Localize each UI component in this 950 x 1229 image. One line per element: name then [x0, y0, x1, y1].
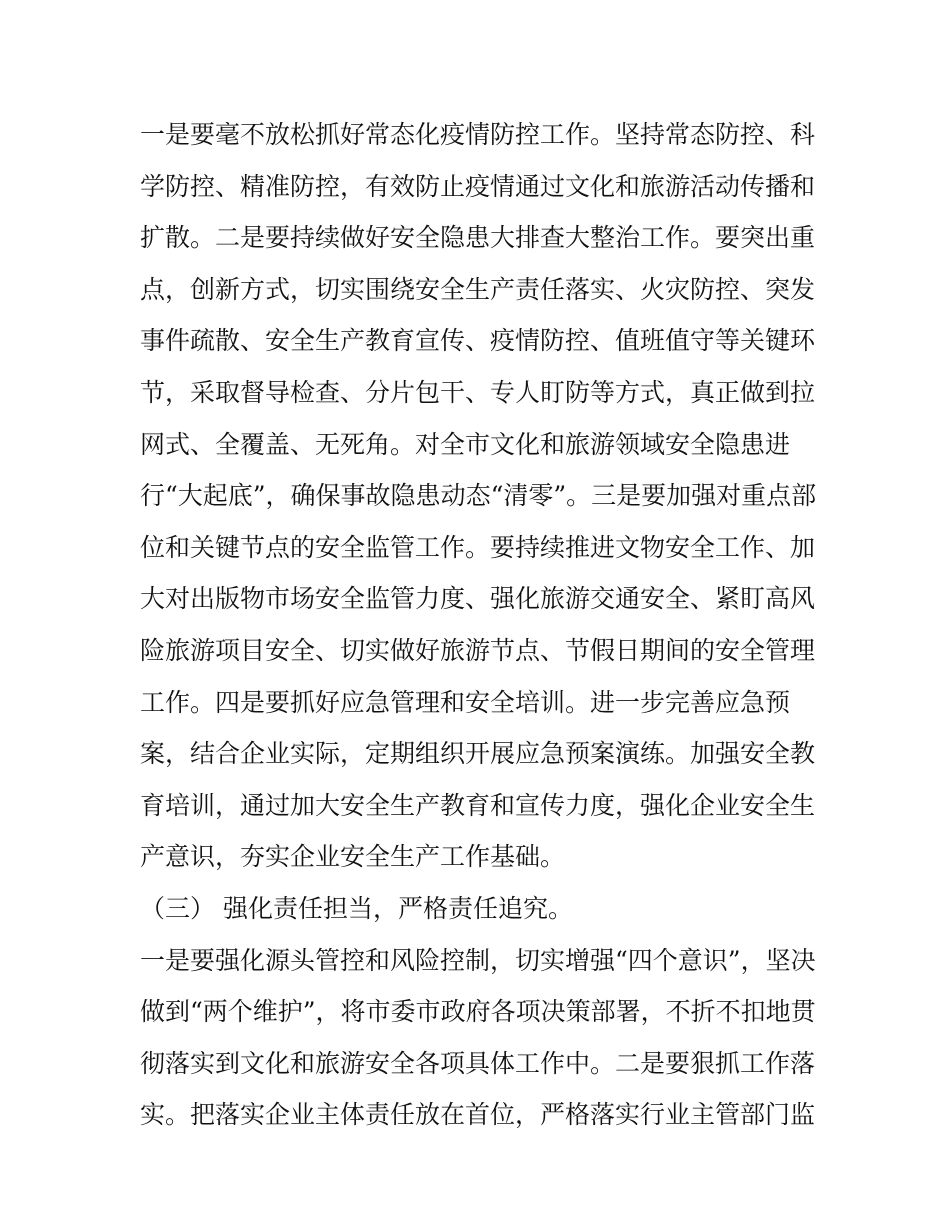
text-line: 学防控、精准防控，有效防止疫情通过文化和旅游活动传播和	[140, 171, 816, 201]
text-line: 节，采取督导检查、分片包干、专人盯防等方式，真正做到拉	[140, 377, 816, 407]
text-line: 大对出版物市场安全监管力度、强化旅游交通安全、紧盯高风	[140, 584, 816, 614]
text-line: 产意识，夯实企业安全生产工作基础。	[140, 842, 566, 872]
text-line: 彻落实到文化和旅游安全各项具体工作中。二是要狠抓工作落	[140, 1048, 816, 1078]
text-line: 实。把落实企业主体责任放在首位，严格落实行业主管部门监	[140, 1100, 816, 1130]
text-line: 一是要强化源头管控和风险控制，切实增强“四个意识”，坚决	[140, 945, 816, 975]
text-line: 事件疏散、安全生产教育宣传、疫情防控、值班值守等关键环	[140, 326, 816, 356]
text-line: 扩散。二是要持续做好安全隐患大排查大整治工作。要突出重	[140, 223, 816, 253]
text-line: 一是要毫不放松抓好常态化疫情防控工作。坚持常态防控、科	[140, 120, 816, 149]
text-line: 位和关键节点的安全监管工作。要持续推进文物安全工作、加	[140, 532, 816, 562]
document-body	[140, 109, 820, 1141]
text-line: 网式、全覆盖、无死角。对全市文化和旅游领域安全隐患进	[140, 429, 791, 459]
section-heading: （三） 强化责任担当，严格责任追究。	[140, 893, 573, 923]
text-line: 做到“两个维护”，将市委市政府各项决策部署，不折不扣地贯	[140, 997, 816, 1027]
text-line: 险旅游项目安全、切实做好旅游节点、节假日期间的安全管理	[140, 635, 816, 665]
text-line: 育培训，通过加大安全生产教育和宣传力度，强化企业安全生	[140, 790, 816, 820]
text-line: 案，结合企业实际，定期组织开展应急预案演练。加强安全教	[140, 739, 816, 769]
text-line: 工作。四是要抓好应急管理和安全培训。进一步完善应急预	[140, 687, 791, 717]
text-line: 行“大起底”，确保事故隐患动态“清零”。三是要加强对重点部	[140, 481, 817, 511]
text-line: 点，创新方式，切实围绕安全生产责任落实、火灾防控、突发	[140, 274, 816, 304]
